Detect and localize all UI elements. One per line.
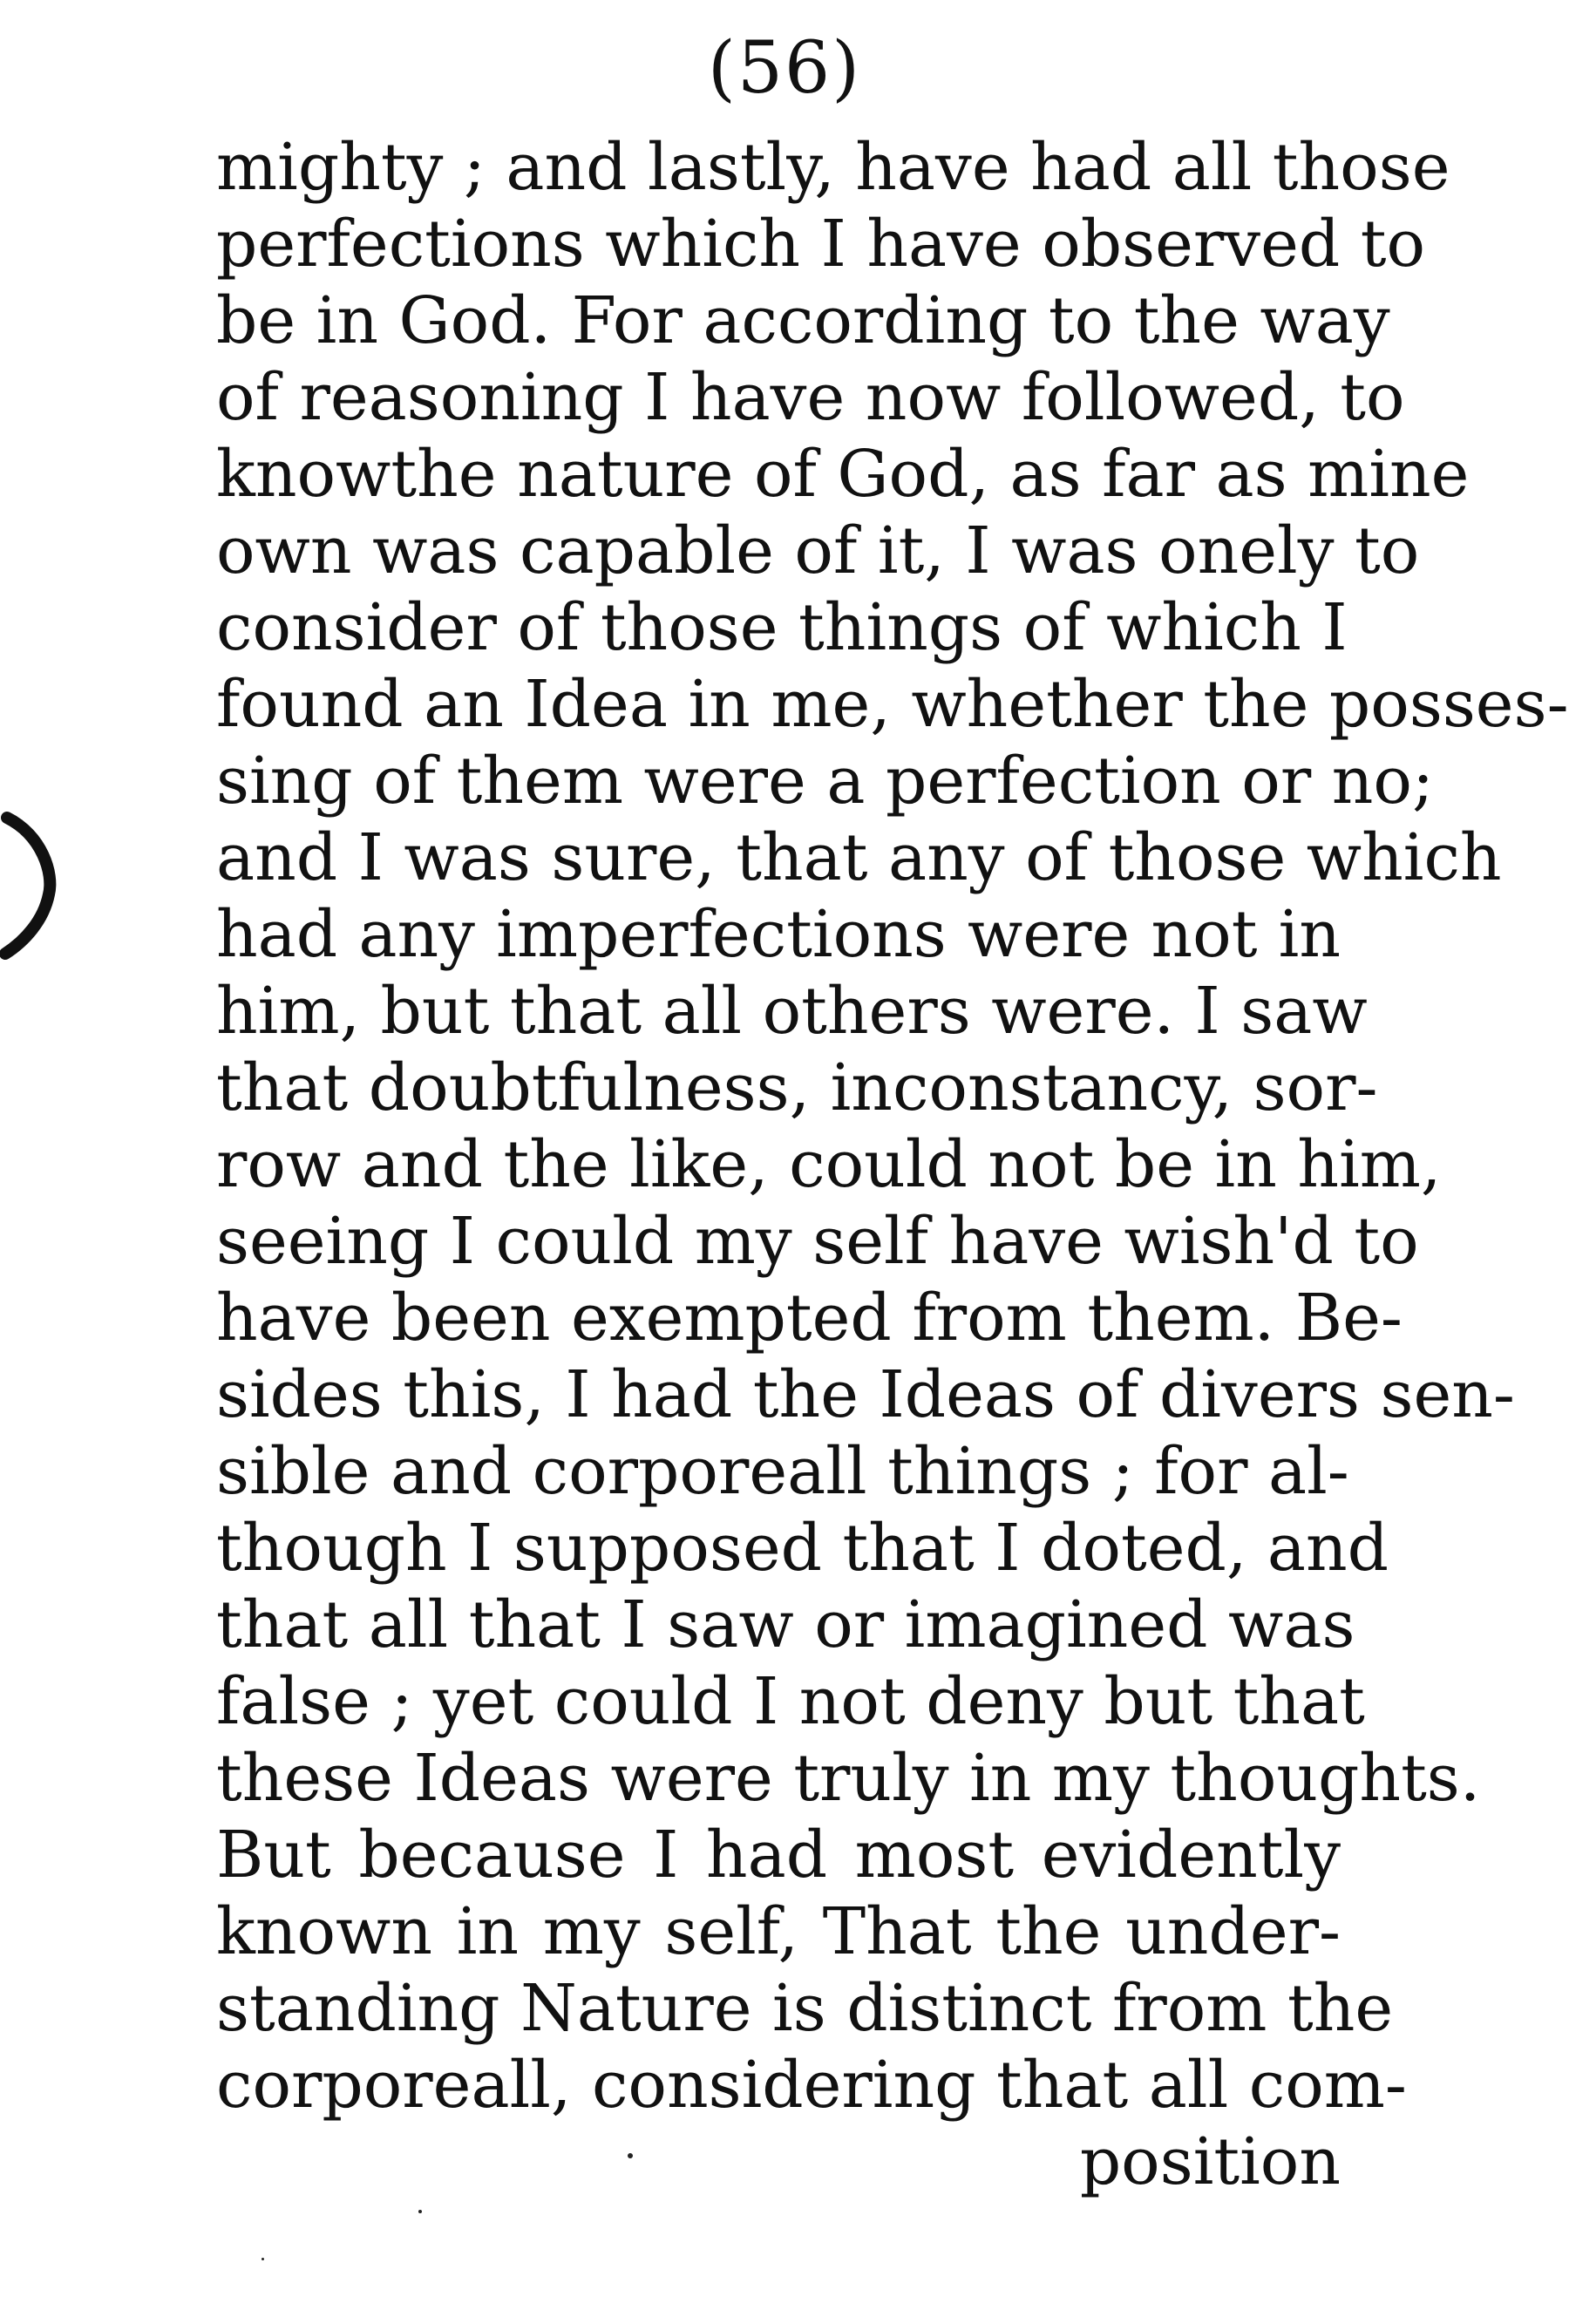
page-number: (56) — [707, 27, 862, 110]
text-line-10: and I was sure, that any of those which — [216, 820, 1502, 895]
text-line-2: perfections which I have observed to — [216, 207, 1426, 282]
text-line-23: But because I had most evidently — [216, 1818, 1341, 1892]
ink-speck — [628, 2153, 633, 2158]
text-line-19: though I supposed that I doted, and — [216, 1511, 1389, 1586]
text-line-5: knowthe nature of God, as far as mine — [216, 437, 1470, 512]
text-line-8: found an Idea in me, whether the posses- — [216, 667, 1569, 742]
text-line-11: had any imperfections were not in — [216, 897, 1341, 972]
text-line-20: that all that I saw or imagined was — [216, 1587, 1355, 1662]
text-line-16: have been exempted from them. Be- — [216, 1281, 1403, 1356]
margin-bracket-mark — [0, 811, 61, 959]
text-line-3: be in God. For according to the way — [216, 283, 1390, 358]
text-line-13: that doubtfulness, inconstancy, sor- — [216, 1050, 1378, 1125]
text-line-15: seeing I could my self have wish'd to — [216, 1204, 1419, 1279]
text-line-21: false ; yet could I not deny but that — [216, 1664, 1365, 1739]
text-line-25: standing Nature is distinct from the — [216, 1971, 1394, 2046]
ink-speck — [418, 2210, 422, 2213]
text-line-14: row and the like, could not be in him, — [216, 1127, 1442, 1202]
text-line-4: of reasoning I have now followed, to — [216, 360, 1405, 435]
text-line-24: known in my self, That the under- — [216, 1894, 1341, 1969]
text-line-1: mighty ; and lastly, have had all those — [216, 130, 1450, 205]
text-line-9: sing of them were a perfection or no; — [216, 744, 1434, 819]
text-line-6: own was capable of it, I was onely to — [216, 513, 1420, 588]
body-text — [216, 129, 1569, 2200]
text-line-17: sides this, I had the Ideas of divers sen- — [216, 1357, 1515, 1432]
text-line-22: these Ideas were truly in my thoughts. — [216, 1741, 1481, 1816]
text-line-26: corporeall, considering that all com- — [216, 2048, 1407, 2123]
text-line-12: him, but that all others were. I saw — [216, 974, 1368, 1049]
text-line-7: consider of those things of which I — [216, 590, 1348, 665]
ink-speck — [262, 2258, 264, 2260]
catchword-line: position — [1079, 2124, 1341, 2199]
text-line-18: sible and corporeall things ; for al- — [216, 1434, 1349, 1509]
